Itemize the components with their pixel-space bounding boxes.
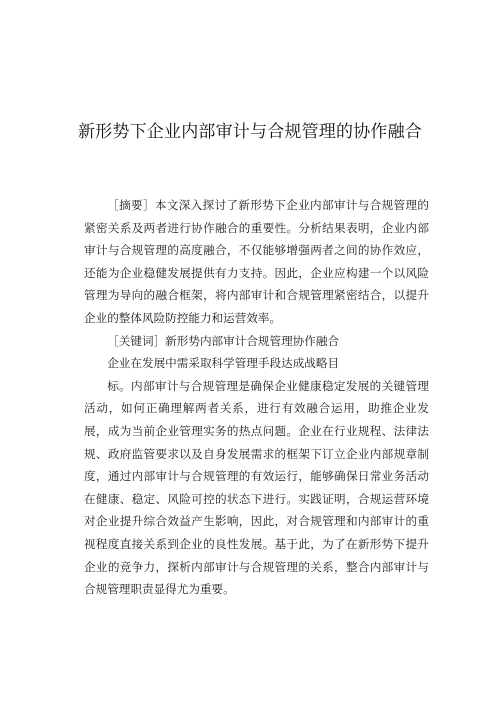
abstract-label: ［摘要］ [107, 198, 155, 212]
abstract-paragraph [84, 194, 429, 330]
article-title: 新形势下企业内部审计与合规管理的协作融合 [78, 122, 422, 142]
intro-paragraph-line: 企业在发展中需采取科学管理手段达成战略目 [107, 356, 340, 371]
keywords-paragraph [84, 330, 429, 353]
keywords-text: 新形势内部审计合规管理协作融合 [165, 333, 340, 348]
abstract-text: 本文深入探讨了新形势下企业内部审计与合规管理的紧密关系及两者进行协作融合的重要性。分析结果表明，企业内部审计与合规管理的高度融合，不仅能够增强两者之间的协作效应，还能为企业稳健发展提供有力支持。因此，企业应构建一个以风险管理为导向的融合框架，将内部审计和合规管理紧密结合，以提升企业的整体风险防控能力和运营效率。 [84, 198, 429, 325]
article-body [84, 194, 429, 601]
keywords-label: ［关键词］ [107, 333, 166, 348]
intro-paragraph: 标。内部审计与合规管理是确保企业健康稳定发展的关键管理活动，如何正确理解两者关系，进行有效融合运用，助推企业发展，成为当前企业管理实务的热点问题。企业在行业规程、法律法规、政府监管要求以及自身发展需求的框架下订立企业内部规章制度，通过内部审计与合规管理的有效运行，能够确保日常业务活动在健康、稳定、风险可控的状态下进行。实践证明，合规运营环境对企业提升综合效益产生影响，因此，对合规管理和内部审计的重视程度直接关系到企业的良性发展。基于此，为了在新形势下提升企业的竞争力，探析内部审计与合规管理的关系，整合内部审计与合规管理职责显得尤为重要。 [84, 378, 429, 597]
